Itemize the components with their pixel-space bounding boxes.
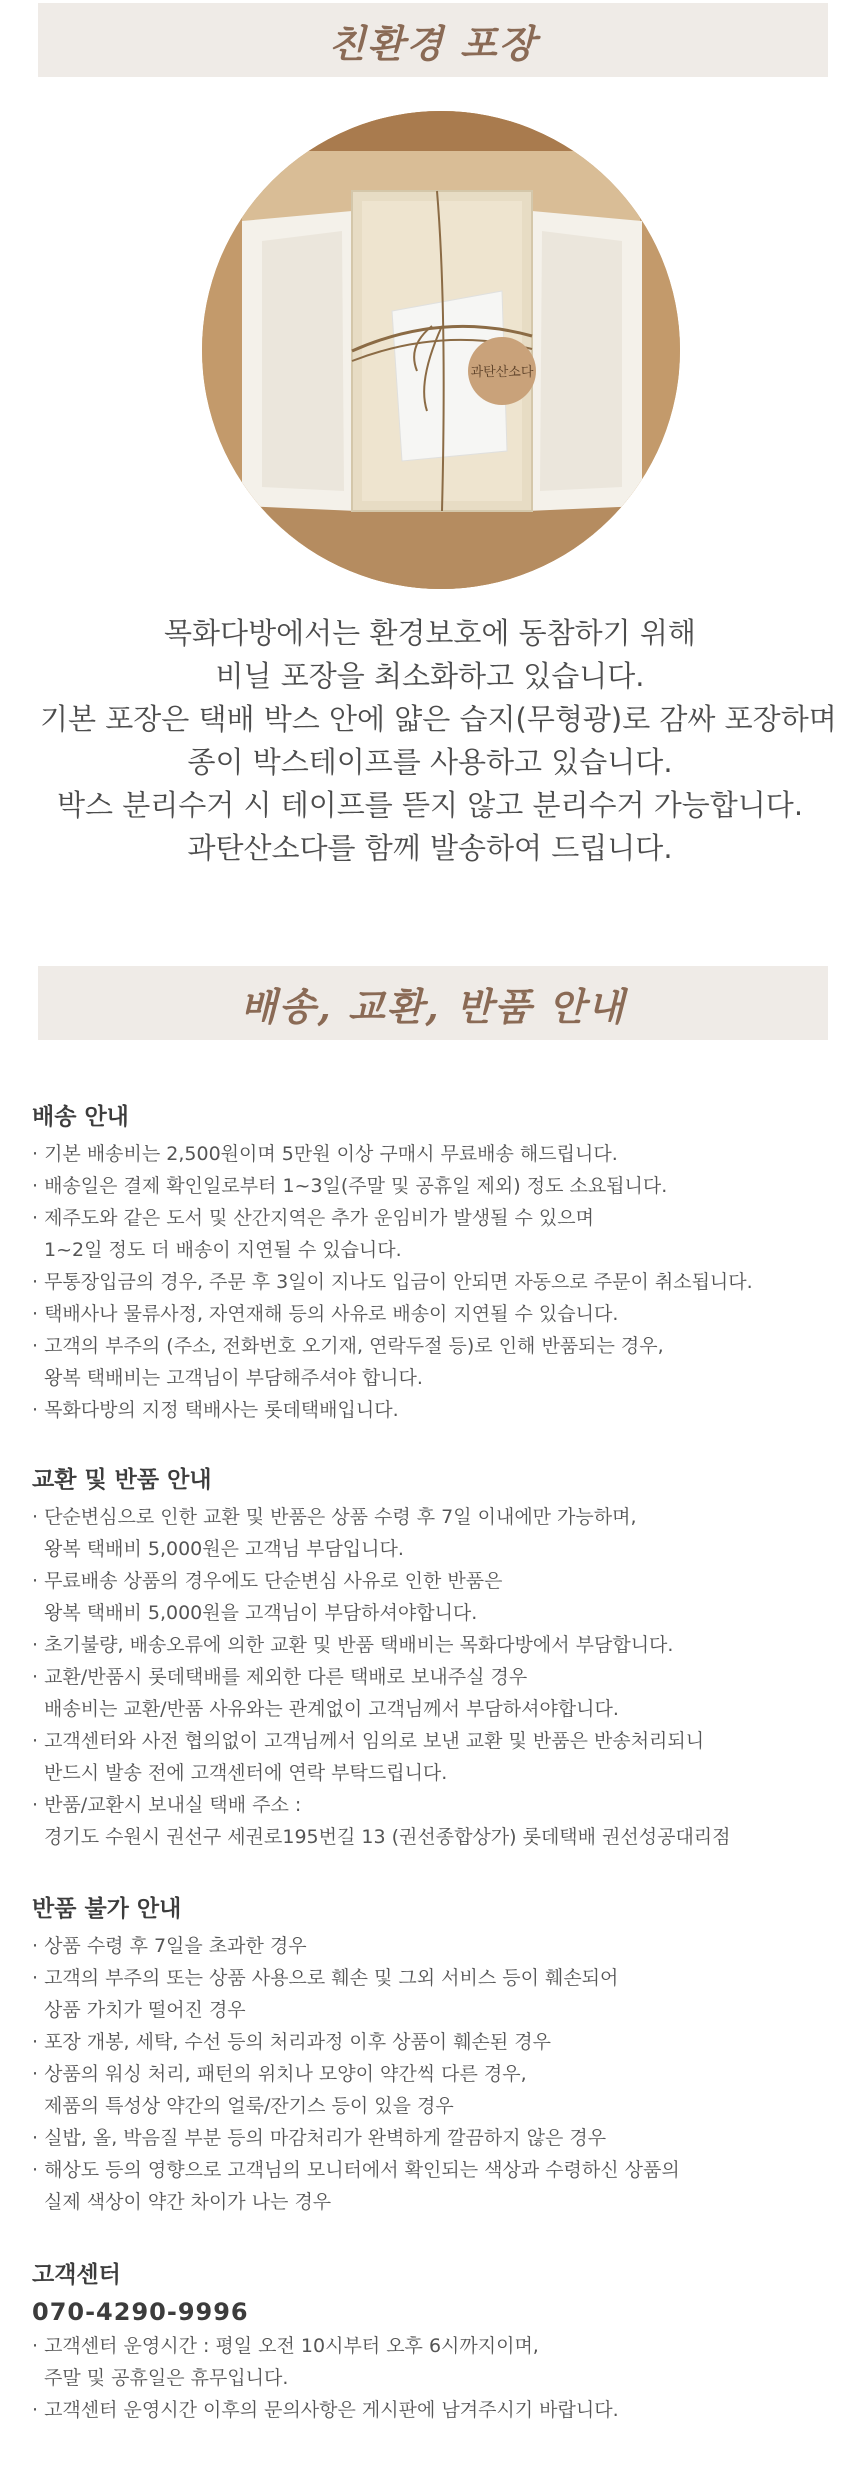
info-item-text: · 반품/교환시 보내실 택배 주소 : [32,1794,302,1816]
section-heading: 고객센터 [32,2262,121,2288]
info-item-text: · 고객센터와 사전 협의없이 고객님께서 임의로 보낸 교환 및 반품은 반송처리되니 [32,1730,705,1752]
packaging-line: 과탄산소다를 함께 발송하여 드립니다. [187,831,673,865]
info-item [32,1266,832,1298]
info-item-text: · 고객센터 운영시간 이후의 문의사항은 게시판에 남겨주시기 바랍니다. [32,2399,619,2421]
packaging-photo [202,111,680,589]
info-item-text: · 실밥, 올, 박음질 부분 등의 마감처리가 완벽하게 깔끔하지 않은 경우 [32,2127,607,2149]
no-return-info-section [32,1894,832,2218]
info-item-continuation: 배송비는 교환/반품 사유와는 관계없이 고객님께서 부담하셔야합니다. [44,1698,619,1720]
info-item [32,1789,832,1853]
customer-center-phone: 070-4290-9996 [32,2298,249,2326]
info-list [32,1138,832,1426]
customer-center-section [32,2260,832,2426]
packaging-line: 종이 박스테이프를 사용하고 있습니다. [187,745,673,779]
info-item [32,1394,832,1426]
info-item [32,1725,832,1789]
info-item-text: · 포장 개봉, 세탁, 수선 등의 처리과정 이후 상품이 훼손된 경우 [32,2031,552,2053]
info-item [32,1501,832,1565]
info-item-text: · 고객의 부주의 (주소, 전화번호 오기재, 연락두절 등)로 인해 반품되는 경우, [32,1335,664,1357]
info-item-text: · 고객의 부주의 또는 상품 사용으로 훼손 및 그외 서비스 등이 훼손되어 [32,1967,619,1989]
info-item-continuation: 왕복 택배비는 고객님이 부담해주셔야 합니다. [44,1367,423,1389]
info-item-continuation: 왕복 택배비 5,000원을 고객님이 부담하셔야합니다. [44,1602,478,1624]
info-item-text: · 택배사나 물류사정, 자연재해 등의 사유로 배송이 지연될 수 있습니다. [32,1303,619,1325]
packaging-line: 기본 포장은 택배 박스 안에 얇은 습지(무형광)로 감싸 포장하며 [40,702,837,736]
sticker-label: 과탄산소다 [470,365,534,380]
info-item-text: · 상품 수령 후 7일을 초과한 경우 [32,1935,307,1957]
info-item-continuation: 경기도 수원시 권선구 세권로195번길 13 (권선종합상가) 롯데택배 권선성공대리점 [44,1826,731,1848]
info-item [32,1330,832,1394]
guide-title-band [38,966,828,1040]
info-item-text: · 해상도 등의 영향으로 고객님의 모니터에서 확인되는 색상과 수령하신 상품의 [32,2159,680,2181]
info-item-continuation: 왕복 택배비 5,000원은 고객님 부담입니다. [44,1538,404,1560]
info-item-continuation: 상품 가치가 떨어진 경우 [44,1999,246,2021]
info-item [32,2026,832,2058]
info-item [32,2154,832,2218]
info-item-continuation: 반드시 발송 전에 고객센터에 연락 부탁드립니다. [44,1762,448,1784]
info-item-continuation: 실제 색상이 약간 차이가 나는 경우 [44,2191,332,2213]
info-list [32,1930,832,2218]
info-item-text: · 상품의 워싱 처리, 패턴의 위치나 모양이 약간씩 다른 경우, [32,2063,527,2085]
packaging-line: 박스 분리수거 시 테이프를 뜯지 않고 분리수거 가능합니다. [56,788,804,822]
info-item-text: · 교환/반품시 롯데택배를 제외한 다른 택배로 보내주실 경우 [32,1666,528,1688]
packaging-title-band [38,3,828,77]
packaging-description [40,612,837,870]
info-item-text: · 목화다방의 지정 택배사는 롯데택배입니다. [32,1399,399,1421]
info-item-continuation: 주말 및 공휴일은 휴무입니다. [44,2367,289,2389]
info-item-continuation: 1~2일 정도 더 배송이 지연될 수 있습니다. [44,1239,402,1261]
packaging-line: 목화다방에서는 환경보호에 동참하기 위해 [164,616,696,650]
info-item [32,2394,832,2426]
info-item-text: · 무료배송 상품의 경우에도 단순변심 사유로 인한 반품은 [32,1570,503,1592]
info-item [32,2058,832,2122]
info-item [32,1298,832,1330]
info-item-text: · 무통장입금의 경우, 주문 후 3일이 지나도 입금이 안되면 자동으로 주문이 취소됩니다. [32,1271,753,1293]
packaging-photo-illustration [202,111,680,589]
shipping-info-section [32,1102,832,1426]
info-list [32,1501,832,1853]
packaging-title: 친환경 포장 [328,20,538,66]
guide-title: 배송, 교환, 반품 안내 [240,983,626,1029]
info-item [32,1661,832,1725]
info-list [32,2330,832,2426]
section-heading: 반품 불가 안내 [32,1896,182,1922]
info-item-text: · 고객센터 운영시간 : 평일 오전 10시부터 오후 6시까지이며, [32,2335,539,2357]
section-heading: 교환 및 반품 안내 [32,1467,212,1493]
info-item [32,1138,832,1170]
packaging-line: 비닐 포장을 최소화하고 있습니다. [215,659,645,693]
exchange-info-section [32,1465,832,1853]
info-item-continuation: 제품의 특성상 약간의 얼룩/잔기스 등이 있을 경우 [44,2095,454,2117]
info-item-text: · 초기불량, 배송오류에 의한 교환 및 반품 택배비는 목화다방에서 부담합니다. [32,1634,674,1656]
info-item [32,1629,832,1661]
info-item [32,1962,832,2026]
section-heading: 배송 안내 [32,1104,129,1130]
info-item [32,1202,832,1266]
info-item-text: · 배송일은 결제 확인일로부터 1~3일(주말 및 공휴일 제외) 정도 소요됩니다. [32,1175,668,1197]
info-item [32,2330,832,2394]
info-item [32,1565,832,1629]
info-item [32,1930,832,1962]
info-item [32,2122,832,2154]
info-item-text: · 제주도와 같은 도서 및 산간지역은 추가 운임비가 발생될 수 있으며 [32,1207,594,1229]
info-item-text: · 단순변심으로 인한 교환 및 반품은 상품 수령 후 7일 이내에만 가능하며, [32,1506,637,1528]
info-item-text: · 기본 배송비는 2,500원이며 5만원 이상 구매시 무료배송 해드립니다. [32,1143,618,1165]
info-item [32,1170,832,1202]
